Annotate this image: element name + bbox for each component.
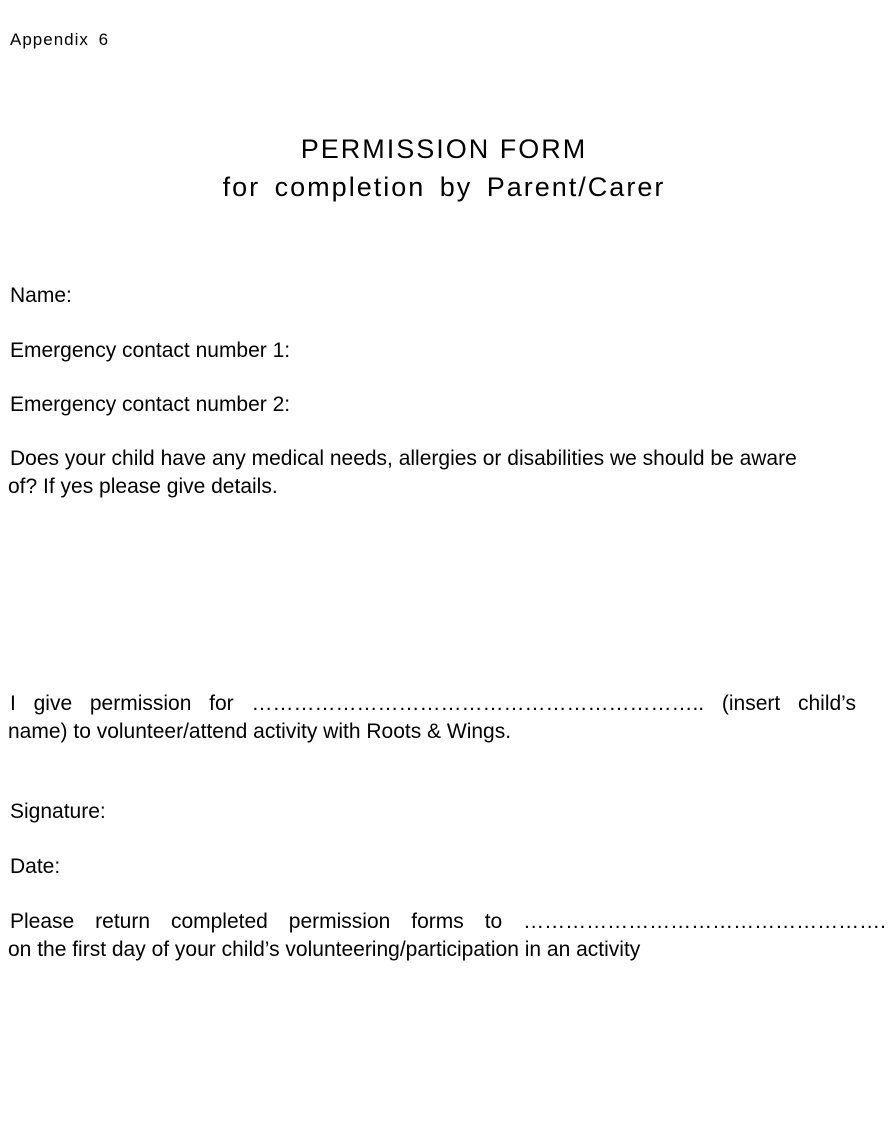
permission-statement bbox=[8, 690, 856, 746]
signature-label: Signature: bbox=[10, 800, 106, 823]
return-line-2: on the first day of your child’s volunteering/participation in an activity bbox=[8, 938, 641, 961]
return-line-1 bbox=[8, 908, 886, 936]
medical-question-line-1: Does your child have any medical needs, allergies or disabilities we should be aware bbox=[10, 447, 797, 470]
return-instructions bbox=[8, 908, 886, 964]
permission-word: permission bbox=[89, 692, 192, 715]
form-subtitle: for completion by Parent/Carer bbox=[222, 172, 666, 202]
return-word: Please bbox=[10, 910, 75, 933]
medical-needs-question bbox=[8, 445, 882, 501]
return-word: permission bbox=[288, 910, 391, 933]
emergency-contact-1-label: Emergency contact number 1: bbox=[10, 339, 291, 362]
permission-line-1 bbox=[8, 690, 856, 718]
return-word: completed bbox=[170, 910, 268, 933]
appendix-label: Appendix 6 bbox=[10, 30, 110, 49]
return-word: return bbox=[95, 910, 151, 933]
permission-word: (insert bbox=[721, 692, 781, 715]
permission-word: I bbox=[10, 692, 16, 715]
return-word: to bbox=[484, 910, 503, 933]
medical-question-line-2: of? If yes please give details. bbox=[8, 475, 278, 498]
permission-word: give bbox=[33, 692, 73, 715]
permission-word: for bbox=[209, 692, 234, 715]
return-dotted-blank: ……………………………………………. bbox=[523, 910, 886, 933]
return-word: forms bbox=[411, 910, 464, 933]
permission-word: child’s bbox=[797, 692, 856, 715]
date-label: Date: bbox=[10, 855, 61, 878]
permission-line-2: name) to volunteer/attend activity with Roots & Wings. bbox=[8, 720, 512, 743]
emergency-contact-2-label: Emergency contact number 2: bbox=[10, 393, 291, 416]
name-field-label: Name: bbox=[10, 284, 72, 307]
child-name-dotted-blank: ……………………………………………………….. bbox=[251, 692, 705, 715]
form-title: PERMISSION FORM bbox=[300, 134, 588, 164]
